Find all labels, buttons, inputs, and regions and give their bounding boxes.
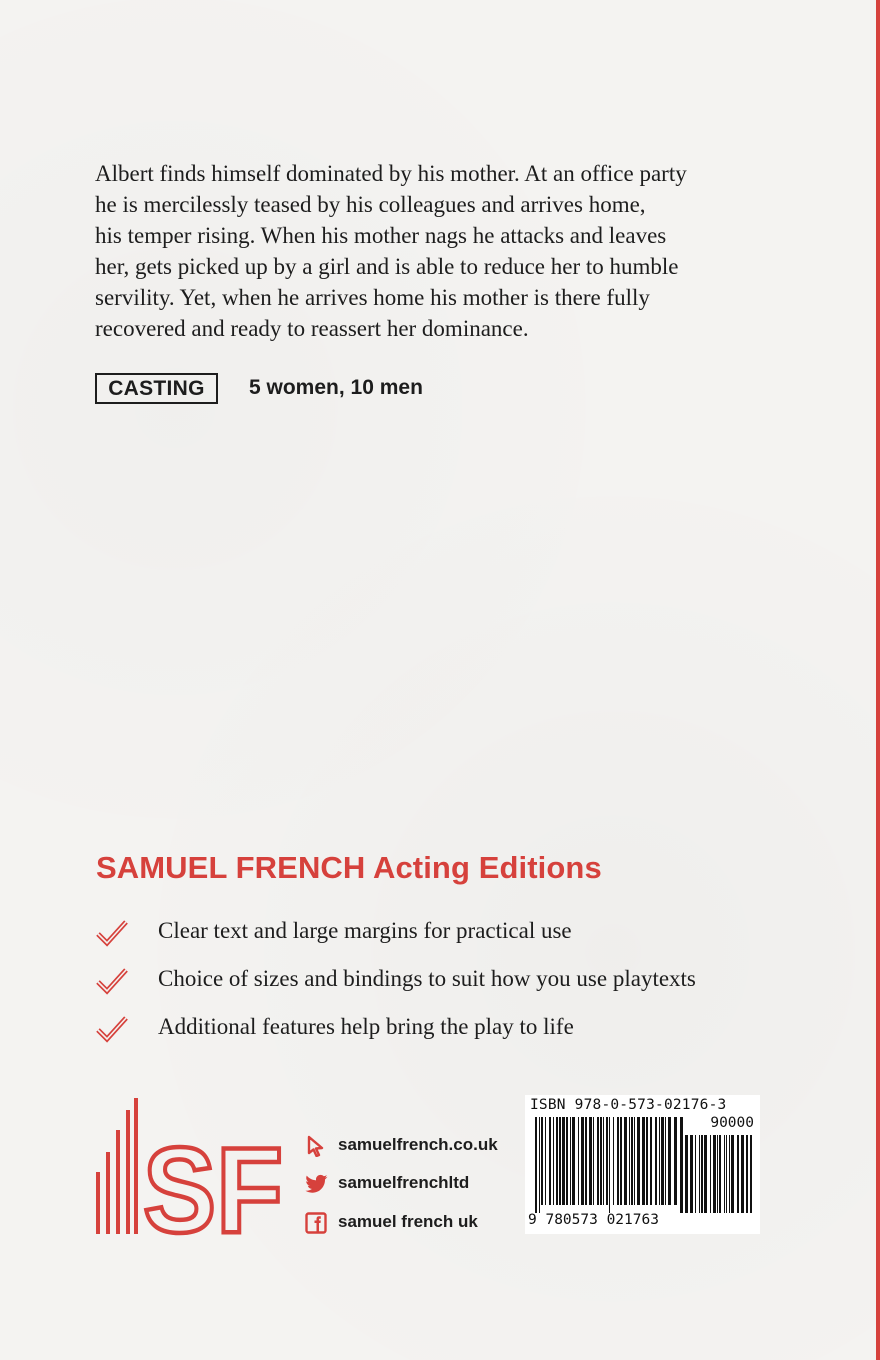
isbn-number: ISBN 978-0-573-02176-3 [530, 1097, 727, 1113]
feature-item [95, 916, 795, 956]
twitter-text: samuelfrenchltd [338, 1173, 470, 1192]
barcode-bar [620, 1117, 622, 1205]
synopsis-line: recovered and ready to reassert her dominance. [95, 316, 529, 341]
barcode-bar [655, 1117, 657, 1205]
addon-bar [685, 1135, 688, 1213]
feature-item [95, 964, 795, 1004]
barcode-bar [585, 1117, 587, 1205]
samuel-french-logo [95, 1098, 285, 1236]
barcode-bar [600, 1117, 602, 1205]
addon-bar [741, 1135, 744, 1213]
price-code: 90000 [710, 1115, 754, 1131]
barcode-bar [661, 1117, 664, 1205]
barcode-bar [581, 1117, 584, 1205]
synopsis-blurb [95, 158, 755, 344]
check-icon [95, 1014, 129, 1044]
check-icon [95, 918, 129, 948]
synopsis-line: his temper rising. When his mother nags he attacks and leaves [95, 223, 667, 248]
addon-bar [690, 1135, 693, 1213]
addon-bar [717, 1135, 718, 1213]
barcode-bar [659, 1117, 660, 1205]
barcode-bar [553, 1117, 554, 1205]
barcode-bar [572, 1117, 575, 1205]
barcode-bar [665, 1117, 666, 1205]
red-spine-edge [876, 0, 880, 1360]
barcode-bar [535, 1117, 537, 1213]
check-icon [95, 966, 129, 996]
barcode-bar [589, 1117, 592, 1205]
casting-value: 5 women, 10 men [249, 376, 423, 399]
barcode-bar [603, 1117, 604, 1205]
synopsis-line: servility. Yet, when he arrives home his mother is there fully [95, 285, 650, 310]
barcode-bar [637, 1117, 640, 1205]
facebook-link[interactable] [305, 1211, 515, 1237]
isbn-barcode [525, 1095, 760, 1234]
addon-bar [713, 1135, 716, 1213]
barcode-bar [559, 1117, 561, 1205]
casting-label: CASTING [95, 373, 218, 404]
barcode-bar [562, 1117, 565, 1205]
facebook-icon [305, 1212, 327, 1234]
barcode-bar [570, 1117, 571, 1205]
twitter-link[interactable] [305, 1172, 515, 1198]
barcode-bar [668, 1117, 671, 1205]
barcode-bar [606, 1117, 608, 1205]
addon-bar [695, 1135, 696, 1213]
addon-bar [726, 1135, 727, 1213]
feature-text: Clear text and large margins for practical use [158, 918, 572, 943]
twitter-icon [305, 1173, 329, 1195]
facebook-text: samuel french uk [338, 1212, 478, 1231]
barcode-bars [535, 1117, 685, 1213]
addon-bar [710, 1135, 711, 1213]
barcode-bar [674, 1117, 677, 1205]
barcode-bar [646, 1117, 648, 1205]
acting-editions-heading: SAMUEL FRENCH Acting Editions [96, 850, 602, 885]
barcode-bar [642, 1117, 645, 1205]
addon-bar [750, 1135, 752, 1213]
addon-bar [701, 1135, 703, 1213]
addon-bar [746, 1135, 748, 1213]
barcode-bar [650, 1117, 652, 1205]
logo-letters: SF [143, 1122, 283, 1236]
addon-bar [729, 1135, 730, 1213]
addon-bar [704, 1135, 707, 1213]
synopsis-line: he is mercilessly teased by his colleagues and arrives home, [95, 192, 646, 217]
barcode-bar [629, 1117, 630, 1205]
barcode-bar [541, 1117, 543, 1205]
barcode-bar [597, 1117, 599, 1205]
barcode-bar [549, 1117, 551, 1205]
synopsis-line: Albert finds himself dominated by his mother. At an office party [95, 161, 687, 186]
barcode-bar [617, 1117, 619, 1205]
barcode-bar [545, 1117, 546, 1205]
synopsis-line: her, gets picked up by a girl and is able to reduce her to humble [95, 254, 679, 279]
barcode-bar [593, 1117, 594, 1205]
price-addon-bars [685, 1135, 755, 1213]
barcode-bar [613, 1117, 614, 1205]
barcode-bar [631, 1117, 633, 1205]
barcode-bar [578, 1117, 579, 1205]
barcode-bar [634, 1117, 635, 1205]
addon-bar [719, 1135, 721, 1213]
barcode-bar [680, 1117, 683, 1213]
feature-text: Additional features help bring the play to life [158, 1014, 574, 1039]
addon-bar [731, 1135, 734, 1213]
addon-bar [737, 1135, 739, 1213]
barcode-bar [624, 1117, 627, 1205]
website-text: samuelfrench.co.uk [338, 1135, 498, 1154]
barcode-digits: 9 780573 021763 [528, 1212, 659, 1228]
barcode-bar [609, 1117, 610, 1213]
feature-text: Choice of sizes and bindings to suit how you use playtexts [158, 966, 696, 991]
cursor-icon [305, 1135, 327, 1157]
barcode-bar [556, 1117, 558, 1205]
feature-item [95, 1012, 795, 1052]
addon-bar [699, 1135, 700, 1213]
barcode-bar [539, 1117, 540, 1213]
addon-bar [724, 1135, 725, 1213]
website-link[interactable] [305, 1134, 515, 1160]
barcode-bar [566, 1117, 568, 1205]
